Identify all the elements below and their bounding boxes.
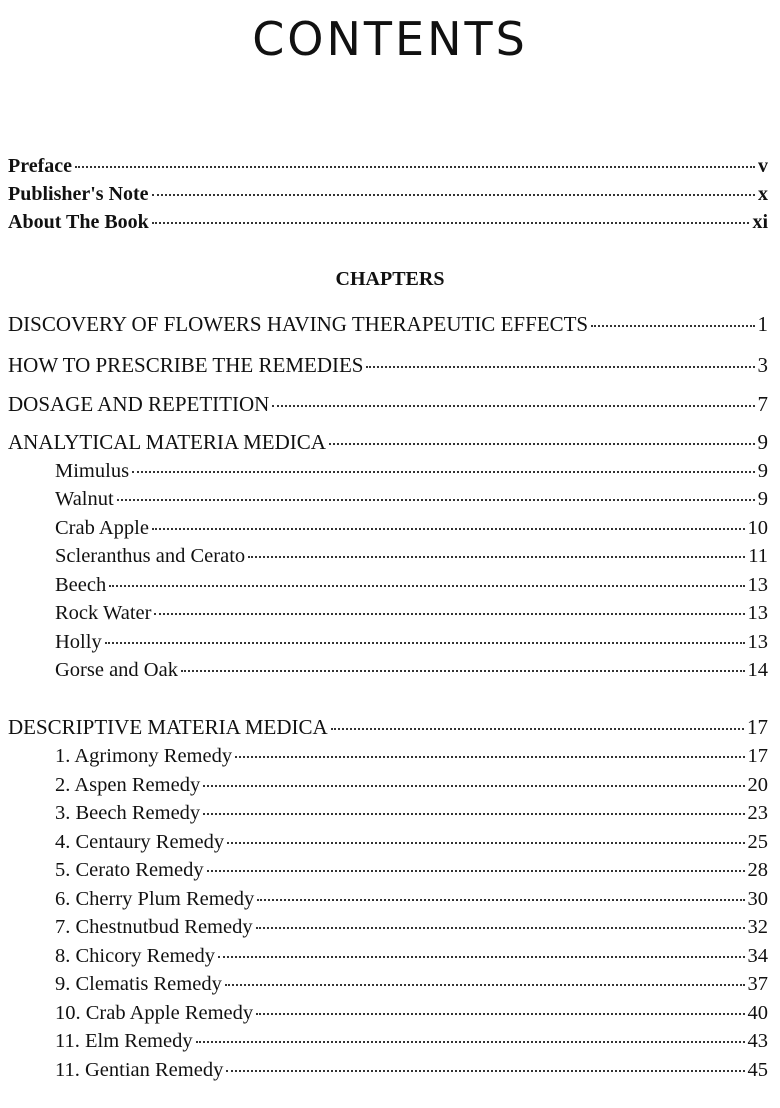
dot-leader	[105, 642, 745, 644]
dot-leader	[331, 728, 744, 730]
page-number: 1	[757, 312, 768, 336]
page-number: 9	[757, 488, 768, 510]
page-number: 45	[747, 1059, 768, 1081]
entry-label: Holly	[55, 631, 102, 653]
dot-leader	[152, 222, 750, 224]
page-number: 20	[747, 774, 768, 796]
entry-label: Crab Apple	[55, 517, 149, 539]
subsection-entry	[55, 488, 768, 511]
subsection-entry	[55, 659, 768, 682]
subsection-entry	[55, 973, 768, 996]
subsection-entry	[55, 574, 768, 597]
chapter-entry	[8, 715, 768, 740]
dot-leader	[203, 785, 744, 787]
entry-label: Gorse and Oak	[55, 659, 178, 681]
entry-label: DESCRIPTIVE MATERIA MEDICA	[8, 715, 328, 739]
page-number: 34	[747, 945, 768, 967]
page-number: xi	[752, 211, 768, 233]
subsection-entry	[55, 831, 768, 854]
dot-leader	[227, 842, 744, 844]
entry-label: HOW TO PRESCRIBE THE REMEDIES	[8, 353, 364, 377]
page-number: 32	[747, 916, 768, 938]
page-number: 3	[757, 353, 768, 377]
page-number: 30	[747, 888, 768, 910]
dot-leader	[152, 194, 755, 196]
front-matter-entry	[8, 155, 768, 178]
subsection-entry	[55, 774, 768, 797]
page-number: 25	[747, 831, 768, 853]
entry-label: DOSAGE AND REPETITION	[8, 392, 270, 416]
page-number: 7	[757, 392, 768, 416]
dot-leader	[257, 899, 744, 901]
dot-leader	[154, 613, 744, 615]
entry-label: Mimulus	[55, 460, 130, 482]
entry-label: Publisher's Note	[8, 183, 149, 205]
entry-label: ANALYTICAL MATERIA MEDICA	[8, 430, 326, 454]
chapter-entry	[8, 353, 768, 378]
page-number: 11	[748, 545, 768, 567]
entry-label: Scleranthus and Cerato	[55, 545, 246, 567]
subsection-entry	[55, 1002, 768, 1025]
entry-label: DISCOVERY OF FLOWERS HAVING THERAPEUTIC EFFECTS	[8, 312, 589, 336]
dot-leader	[329, 443, 755, 445]
entry-label: Rock Water	[55, 602, 152, 624]
dot-leader	[256, 927, 745, 929]
dot-leader	[152, 528, 745, 530]
dot-leader	[218, 956, 745, 958]
subsection-entry	[55, 545, 768, 568]
subsection-entry	[55, 631, 768, 654]
subsection-entry	[55, 859, 768, 882]
dot-leader	[109, 585, 744, 587]
entry-label: 6. Cherry Plum Remedy	[55, 888, 255, 910]
chapters-heading: CHAPTERS	[335, 268, 445, 290]
page-number: 9	[757, 430, 768, 454]
dot-leader	[132, 471, 755, 473]
subsection-entry	[55, 888, 768, 911]
page-number: 13	[747, 602, 768, 624]
subsection-entry	[55, 602, 768, 625]
dot-leader	[196, 1041, 745, 1043]
subsection-entry	[55, 802, 768, 825]
dot-leader	[207, 870, 745, 872]
subsection-entry	[55, 916, 768, 939]
page-number: x	[758, 183, 768, 205]
entry-label: 7. Chestnutbud Remedy	[55, 916, 253, 938]
page-number: 13	[747, 574, 768, 596]
entry-label: Beech	[55, 574, 107, 596]
page-number: 37	[747, 973, 768, 995]
dot-leader	[203, 813, 744, 815]
entry-label: 11. Gentian Remedy	[55, 1059, 224, 1081]
entry-label: 5. Cerato Remedy	[55, 859, 204, 881]
subsection-entry	[55, 745, 768, 768]
entry-label: Walnut	[55, 488, 114, 510]
page-number: v	[758, 155, 768, 177]
chapter-entry	[8, 430, 768, 455]
front-matter-entry	[8, 211, 768, 234]
page-number: 40	[747, 1002, 768, 1024]
dot-leader	[226, 1070, 744, 1072]
entry-label: 11. Elm Remedy	[55, 1030, 193, 1052]
dot-leader	[272, 405, 754, 407]
dot-leader	[248, 556, 745, 558]
subsection-entry	[55, 460, 768, 483]
entry-label: 3. Beech Remedy	[55, 802, 201, 824]
dot-leader	[256, 1013, 744, 1015]
page-title: CONTENTS	[252, 12, 528, 66]
page-number: 17	[747, 745, 768, 767]
page-number: 13	[747, 631, 768, 653]
dot-leader	[181, 670, 745, 672]
subsection-entry	[55, 945, 768, 968]
entry-label: 8. Chicory Remedy	[55, 945, 215, 967]
subsection-entry	[55, 1030, 768, 1053]
subsection-entry	[55, 1059, 768, 1082]
dot-leader	[235, 756, 744, 758]
front-matter-entry	[8, 183, 768, 206]
subsection-entry	[55, 517, 768, 540]
chapter-entry	[8, 312, 768, 337]
entry-label: 2. Aspen Remedy	[55, 774, 201, 796]
chapter-entry	[8, 392, 768, 417]
entry-label: 4. Centaury Remedy	[55, 831, 225, 853]
dot-leader	[366, 366, 754, 368]
page-number: 9	[757, 460, 768, 482]
dot-leader	[591, 325, 754, 327]
page-number: 28	[747, 859, 768, 881]
dot-leader	[75, 166, 755, 168]
page-number: 23	[747, 802, 768, 824]
entry-label: 9. Clematis Remedy	[55, 973, 222, 995]
page-number: 14	[747, 659, 768, 681]
page-number: 43	[747, 1030, 768, 1052]
dot-leader	[117, 499, 755, 501]
dot-leader	[225, 984, 745, 986]
page-number: 17	[747, 715, 768, 739]
page-number: 10	[747, 517, 768, 539]
entry-label: 1. Agrimony Remedy	[55, 745, 233, 767]
entry-label: Preface	[8, 155, 73, 177]
entry-label: 10. Crab Apple Remedy	[55, 1002, 254, 1024]
entry-label: About The Book	[8, 211, 149, 233]
